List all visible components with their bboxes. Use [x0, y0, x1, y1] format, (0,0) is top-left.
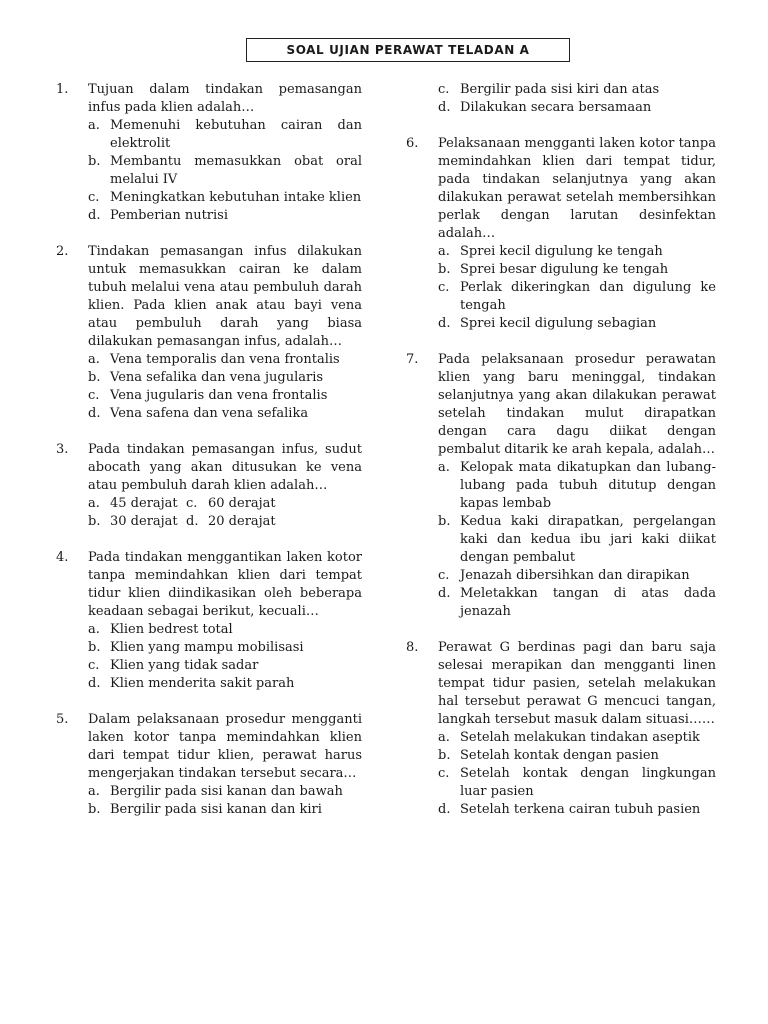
question-3 — [56, 441, 362, 531]
question-text: Pada pelaksanaan prosedur perawatan klien yang baru meninggal, tindakan selanjutnya yang akan dilakukan perawat setelah tindakan mulut dirapatkan dengan cara dagu diikat dengan pembalut ditarik ke arah kepala, adalah… — [438, 352, 716, 457]
question-number: 2. — [56, 244, 69, 259]
option-d: d. Vena safena dan vena sefalika — [88, 406, 309, 421]
question-number: 1. — [56, 82, 69, 97]
question-text: Pada tindakan pemasangan infus, sudut abocath yang akan ditusukan ke vena atau pembuluh darah klien adalah… — [88, 442, 362, 493]
option-d: d. Pemberian nutrisi — [88, 208, 228, 223]
exam-title: SOAL UJIAN PERAWAT TELADAN A — [286, 43, 530, 57]
option-b: b. Sprei besar digulung ke tengah — [438, 262, 669, 277]
option-a: a. 45 derajat — [88, 496, 178, 511]
option-d: d. Klien menderita sakit parah — [88, 676, 295, 691]
question-8 — [406, 639, 716, 819]
option-d: d. Meletakkan tangan di atas dada jenazah — [438, 586, 716, 619]
option-b: b. 30 derajat — [88, 514, 178, 529]
option-a: a. Klien bedrest total — [88, 622, 233, 637]
question-text: Pelaksanaan mengganti laken kotor tanpa memindahkan klien dari tempat tidur, pada tindakan selanjutnya yang akan dilakukan perawat setelah membersihkan perlak dengan larutan desinfektan adalah… — [438, 136, 716, 241]
question-text: Dalam pelaksanaan prosedur mengganti laken kotor tanpa memindahkan klien dari tempat tidur klien, perawat harus mengerjakan tindakan tersebut secara… — [88, 712, 362, 781]
option-d: d. 20 derajat — [186, 514, 276, 529]
option-c: c. Perlak dikeringkan dan digulung ke tengah — [438, 280, 716, 313]
option-b: b. Bergilir pada sisi kanan dan kiri — [88, 802, 322, 817]
question-6 — [406, 135, 716, 333]
option-a: a. Kelopak mata dikatupkan dan lubang-lubang pada tubuh ditutup dengan kapas lembab — [438, 460, 716, 511]
option-d: d. Setelah terkena cairan tubuh pasien — [438, 802, 701, 817]
question-4 — [56, 549, 362, 693]
option-a: a. Bergilir pada sisi kanan dan bawah — [88, 784, 343, 799]
question-text: Tindakan pemasangan infus dilakukan untuk memasukkan cairan ke dalam tubuh melalui vena atau pembuluh darah klien. Pada klien anak atau bayi vena atau pembuluh darah yang biasa dilakukan pemasangan infus, adalah… — [88, 244, 362, 349]
option-a: a. Vena temporalis dan vena frontalis — [88, 352, 340, 367]
question-5 — [56, 711, 362, 819]
question-2 — [56, 243, 362, 423]
option-a: a. Sprei kecil digulung ke tengah — [438, 244, 663, 259]
question-number: 5. — [56, 712, 69, 727]
left-column — [56, 81, 362, 837]
option-a: a. Memenuhi kebutuhan cairan dan elektrolit — [88, 118, 362, 151]
option-c: c. Jenazah dibersihkan dan dirapikan — [438, 568, 690, 583]
option-c: c. 60 derajat — [186, 496, 276, 511]
question-text: Perawat G berdinas pagi dan baru saja selesai merapikan dan mengganti linen tempat tidur pasien, setelah melakukan hal tersebut perawat G mencuci tangan, langkah tersebut masuk dalam situasi…… — [438, 640, 716, 727]
question-text: Tujuan dalam tindakan pemasangan infus pada klien adalah… — [88, 82, 362, 115]
question-1 — [56, 81, 362, 225]
option-c: c. Meningkatkan kebutuhan intake klien — [88, 190, 362, 205]
question-number: 7. — [406, 352, 419, 367]
question-number: 8. — [406, 640, 419, 655]
option-a: a. Setelah melakukan tindakan aseptik — [438, 730, 700, 745]
option-b: b. Kedua kaki dirapatkan, pergelangan kaki dan kedua ibu jari kaki diikat dengan pembalut — [438, 514, 716, 565]
option-b: b. Klien yang mampu mobilisasi — [88, 640, 304, 655]
exam-title-box — [246, 38, 570, 62]
question-text: Pada tindakan menggantikan laken kotor tanpa memindahkan klien dari tempat tidur klien diindikasikan oleh beberapa keadaan sebagai berikut, kecuali… — [88, 550, 362, 619]
right-column — [406, 81, 716, 837]
option-b: b. Membantu memasukkan obat oral melalui IV — [88, 154, 362, 187]
option-b: b. Setelah kontak dengan pasien — [438, 748, 659, 763]
question-5-continued — [438, 81, 716, 117]
option-c: c. Klien yang tidak sadar — [88, 658, 259, 673]
option-b: b. Vena sefalika dan vena jugularis — [88, 370, 324, 385]
option-c: c. Vena jugularis dan vena frontalis — [88, 388, 328, 403]
question-7 — [406, 351, 716, 621]
option-d: d. Dilakukan secara bersamaan — [438, 100, 652, 115]
option-d: d. Sprei kecil digulung sebagian — [438, 316, 657, 331]
option-c: c. Bergilir pada sisi kiri dan atas — [438, 82, 660, 97]
question-number: 3. — [56, 442, 69, 457]
question-number: 4. — [56, 550, 69, 565]
option-c: c. Setelah kontak dengan lingkungan luar pasien — [438, 766, 716, 799]
question-number: 6. — [406, 136, 419, 151]
